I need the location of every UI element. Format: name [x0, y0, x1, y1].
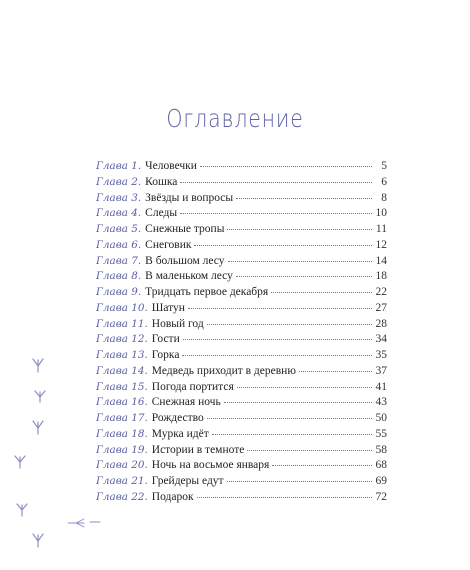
chapter-label: Глава 19. [96, 443, 148, 456]
page-number: 10 [375, 207, 387, 220]
chapter-title: Гости [151, 333, 180, 346]
page-number: 37 [375, 364, 387, 377]
chapter-label: Глава 11. [96, 317, 148, 330]
chapter-title: Горка [151, 349, 180, 361]
chapter-label: Глава 6. [96, 238, 142, 251]
chapter-title: Подарок [151, 490, 194, 503]
chapter-title: Рождество [151, 412, 204, 424]
page-number: 8 [381, 191, 387, 204]
chapter-label: Глава 9. [96, 286, 142, 298]
page-number: 58 [375, 443, 387, 456]
page-number: 50 [375, 412, 387, 424]
chapter-label: Глава 22. [96, 490, 148, 503]
page-number: 28 [375, 317, 387, 330]
chapter-label: Глава 8. [96, 270, 142, 283]
chapter-title: Грейдеры едут [151, 475, 224, 487]
page-number: 55 [375, 427, 387, 440]
page-number: 41 [375, 380, 387, 393]
chapter-title: Тридцать первое декабря [145, 286, 269, 298]
chapter-label: Глава 17. [96, 412, 148, 424]
page-number: 35 [375, 349, 387, 361]
page-number: 27 [375, 301, 387, 314]
chapter-title: В большом лесу [145, 254, 225, 267]
page-number: 34 [375, 333, 387, 346]
chapter-title: Следы [145, 207, 178, 220]
page-number: 6 [381, 175, 387, 188]
chapter-title: В маленьком лесу [145, 270, 233, 283]
chapter-title: Шатун [151, 301, 185, 314]
page-number: 5 [381, 160, 387, 172]
page-number: 14 [375, 254, 387, 267]
page-number: 43 [375, 396, 387, 409]
chapter-label: Глава 5. [96, 223, 142, 235]
page-title: Оглавление [166, 104, 304, 133]
chapter-label: Глава 20. [96, 459, 148, 472]
chapter-title: Мурка идёт [151, 427, 209, 440]
chapter-title: Человечки [145, 160, 197, 172]
chapter-label: Глава 15. [96, 380, 148, 393]
chapter-label: Глава 3. [96, 191, 142, 204]
page-number: 12 [375, 238, 387, 251]
page-number: 69 [375, 475, 387, 487]
chapter-title: Снежная ночь [151, 396, 221, 409]
chapter-label: Глава 16. [96, 396, 148, 409]
chapter-label: Глава 21. [96, 475, 148, 487]
chapter-label: Глава 13. [96, 349, 148, 361]
chapter-label: Глава 7. [96, 254, 142, 267]
page-number: 11 [375, 223, 387, 235]
chapter-label: Глава 12. [96, 333, 148, 346]
chapter-label: Глава 14. [96, 364, 148, 377]
chapter-title: Снежные тропы [145, 223, 225, 235]
chapter-title: Новый год [151, 317, 204, 330]
chapter-title: Погода портится [151, 380, 234, 393]
chapter-label: Глава 10. [96, 301, 148, 314]
chapter-label: Глава 1. [96, 160, 142, 172]
chapter-title: Звёзды и вопросы [145, 191, 234, 204]
page-number: 22 [375, 286, 387, 298]
page-number: 72 [375, 490, 387, 503]
chapter-title: Ночь на восьмое января [151, 459, 270, 472]
page-number: 68 [375, 459, 387, 472]
chapter-label: Глава 18. [96, 427, 148, 440]
chapter-label: Глава 2. [96, 175, 142, 188]
chapter-title: Медведь приходит в деревню [151, 364, 296, 377]
page-number: 18 [375, 270, 387, 283]
chapter-label: Глава 4. [96, 207, 142, 220]
chapter-title: Истории в темноте [151, 443, 245, 456]
chapter-title: Кошка [145, 175, 178, 188]
chapter-title: Снеговик [145, 238, 192, 251]
